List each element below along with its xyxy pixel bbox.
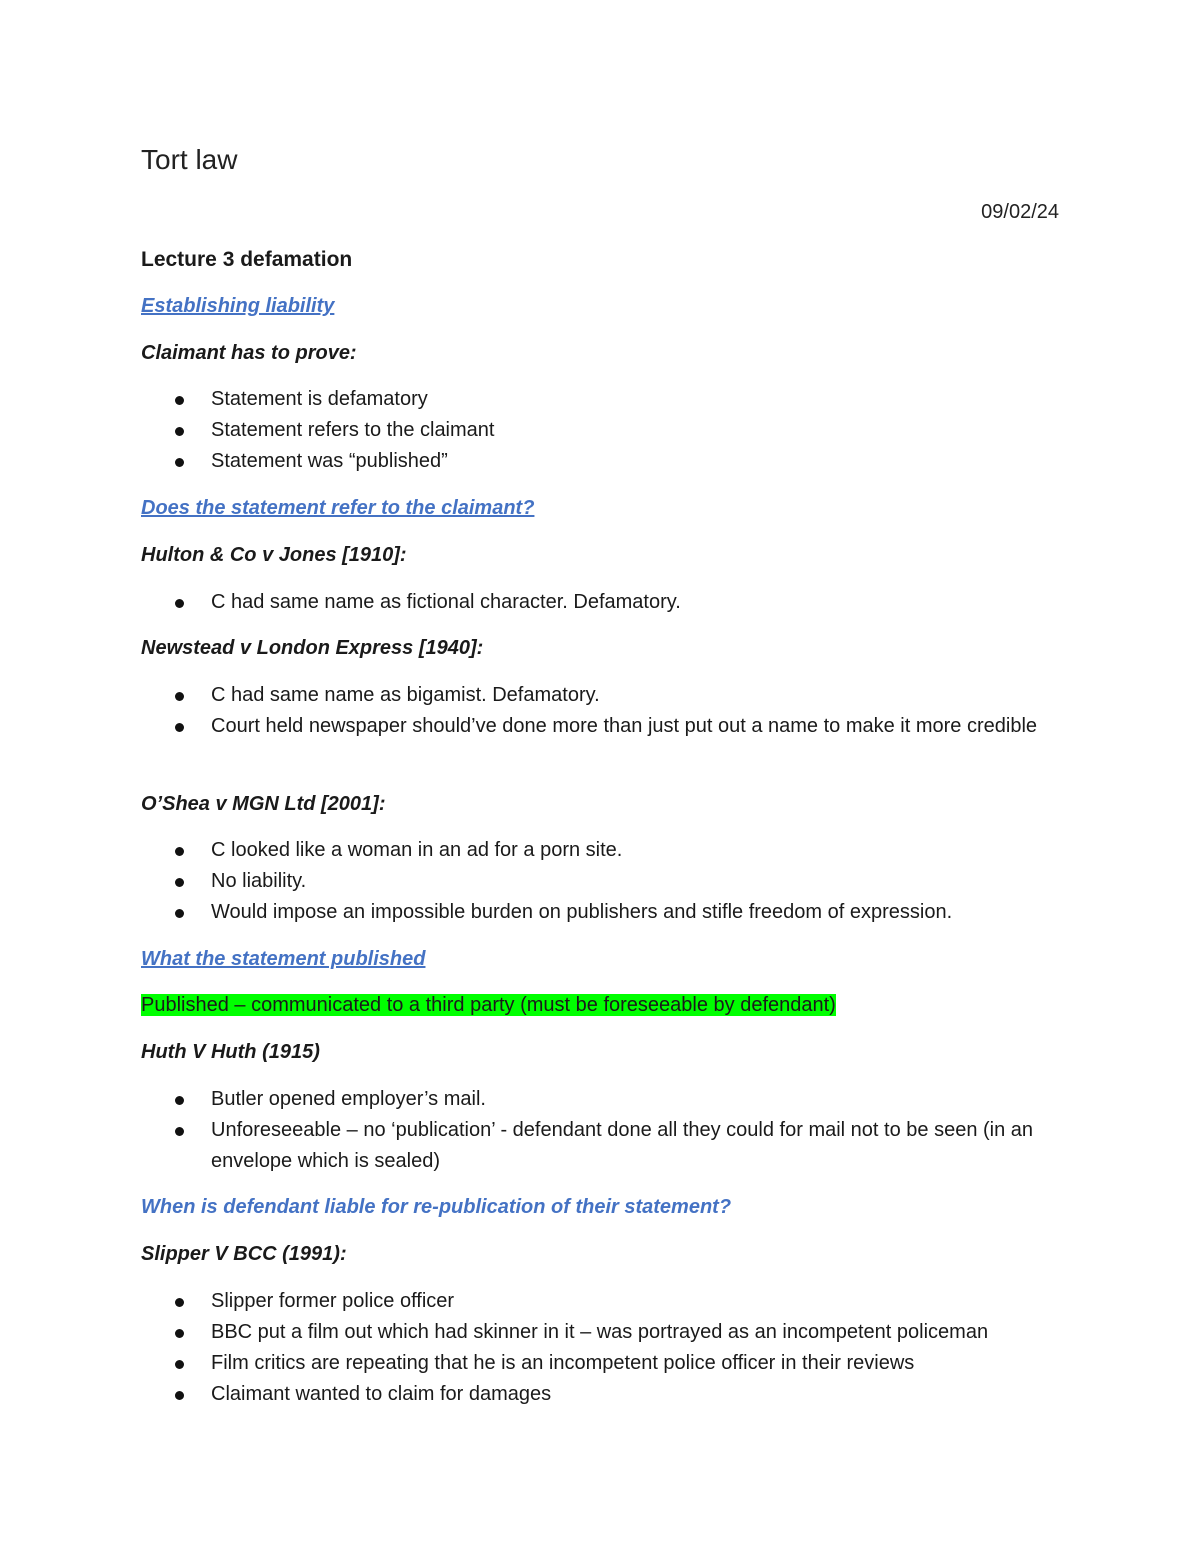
published-definition xyxy=(141,990,836,1021)
claimant-has-to-prove: Claimant has to prove: xyxy=(141,342,357,364)
slipper-list xyxy=(141,1286,1061,1410)
list-item: Butler opened employer’s mail. xyxy=(141,1084,1061,1115)
list-item: C had same name as fictional character. Defamatory. xyxy=(141,587,1061,618)
hulton-list xyxy=(141,587,1061,618)
lecture-heading: Lecture 3 defamation xyxy=(141,248,353,271)
list-item: C looked like a woman in an ad for a porn site. xyxy=(141,835,1061,866)
list-item: Would impose an impossible burden on publishers and stifle freedom of expression. xyxy=(141,897,1061,928)
list-item: Court held newspaper should’ve done more than just put out a name to make it more credible xyxy=(141,711,1061,742)
list-item: Film critics are repeating that he is an incompetent police officer in their reviews xyxy=(141,1348,1061,1379)
list-item: Slipper former police officer xyxy=(141,1286,1061,1317)
proof-list xyxy=(141,384,1061,477)
section-heading-establishing-liability: Establishing liability xyxy=(141,295,335,317)
list-item: BBC put a film out which had skinner in it – was portrayed as an incompetent policeman xyxy=(141,1317,1061,1348)
case-oshea: O’Shea v MGN Ltd [2001]: xyxy=(141,793,386,815)
list-item: Unforeseeable – no ‘publication’ - defendant done all they could for mail not to be seen (in an envelope which is sealed) xyxy=(141,1115,1061,1177)
list-item: Statement refers to the claimant xyxy=(141,415,1061,446)
case-newstead: Newstead v London Express [1940]: xyxy=(141,637,484,659)
newstead-list xyxy=(141,680,1061,742)
section-heading-republication: When is defendant liable for re-publication of their statement? xyxy=(141,1196,732,1218)
huth-list xyxy=(141,1084,1061,1177)
document-title: Tort law xyxy=(141,144,238,175)
list-item: C had same name as bigamist. Defamatory. xyxy=(141,680,1061,711)
list-item: Claimant wanted to claim for damages xyxy=(141,1379,1061,1410)
case-huth: Huth V Huth (1915) xyxy=(141,1041,320,1063)
oshea-list xyxy=(141,835,1061,928)
case-slipper: Slipper V BCC (1991): xyxy=(141,1243,347,1265)
section-heading-refers-to-claimant: Does the statement refer to the claimant? xyxy=(141,497,535,519)
section-heading-statement-published: What the statement published xyxy=(141,948,426,970)
list-item: Statement was “published” xyxy=(141,446,1061,477)
list-item: No liability. xyxy=(141,866,1061,897)
document-date: 09/02/24 xyxy=(981,201,1059,223)
case-hulton: Hulton & Co v Jones [1910]: xyxy=(141,544,407,566)
highlighted-text: Published – communicated to a third party (must be foreseeable by defendant) xyxy=(141,994,836,1016)
list-item: Statement is defamatory xyxy=(141,384,1061,415)
